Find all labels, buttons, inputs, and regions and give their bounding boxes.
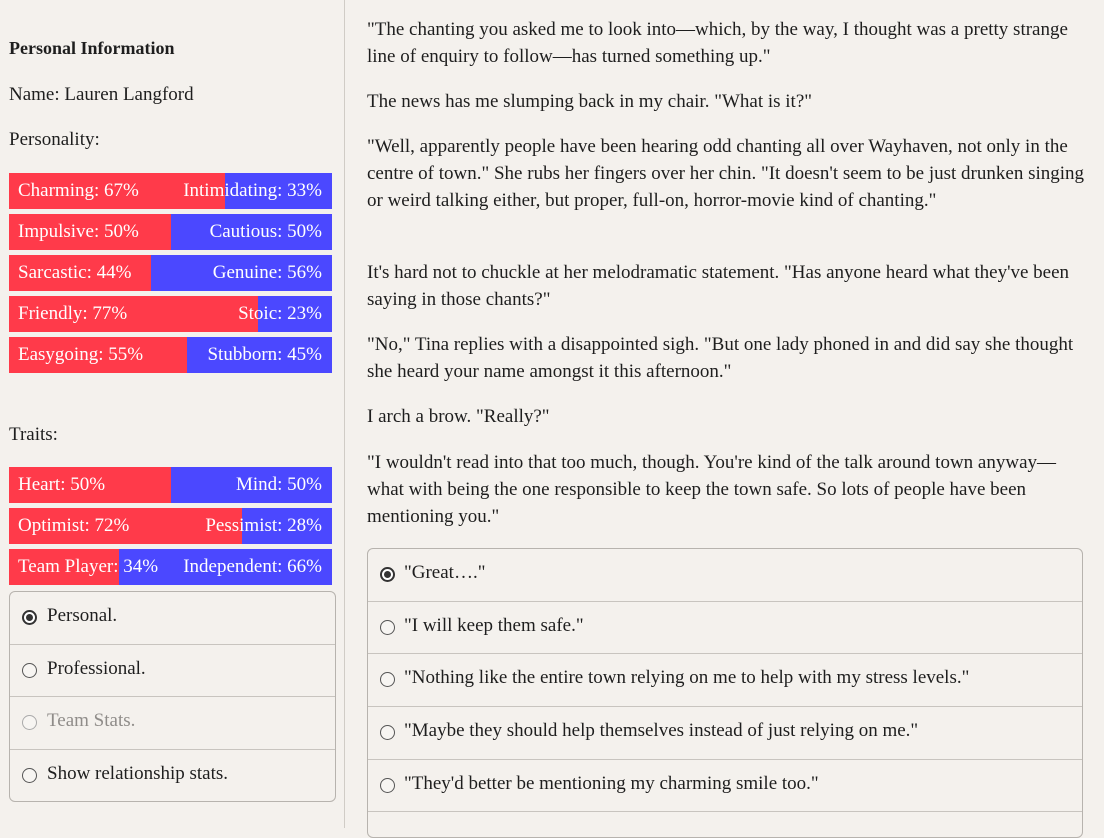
stat-bar-friendly-stoic	[9, 296, 332, 332]
choice-option[interactable]	[368, 654, 1082, 707]
story-paragraph: "The chanting you asked me to look into—which, by the way, I thought was a pretty strange line of enquiry to follow—has turned something up."	[367, 19, 1068, 67]
choice-label: "I will keep them safe."	[404, 614, 584, 636]
stat-left-label: Impulsive: 50%	[18, 221, 139, 242]
stat-bar-sarcastic-genuine	[9, 255, 332, 291]
character-name: Name: Lauren Langford	[9, 84, 194, 105]
stat-left-label: Heart: 50%	[18, 474, 106, 495]
choice-option[interactable]	[368, 707, 1082, 760]
stat-bar-heart-mind	[9, 467, 332, 503]
stat-left-label: Easygoing: 55%	[18, 344, 144, 365]
radio-icon[interactable]	[22, 768, 37, 783]
stat-bar-impulsive-cautious	[9, 214, 332, 250]
story-paragraph: It's hard not to chuckle at her melodramatic statement. "Has anyone heard what they've been saying in those chants?"	[367, 262, 1070, 310]
radio-icon[interactable]	[22, 663, 37, 678]
stat-bar-easygoing-stubborn	[9, 337, 332, 373]
radio-selected-icon[interactable]	[22, 610, 37, 625]
story-paragraph: "I wouldn't read into that too much, though. You're kind of the talk around town anyway—what with being the one responsible to keep the town safe. So lots of people have been mentioning you."	[367, 452, 1057, 527]
menu-option-team-stats	[10, 697, 335, 750]
story-paragraph: "Well, apparently people have been hearing odd chanting all over Wayhaven, not only in the centre of town." She rubs her fingers over her chin. "It doesn't seem to be just drunken singing or weird talking either, but proper, full-on, horror-movie kind of chanting."	[367, 136, 1085, 211]
stat-right-label: Pessimist: 28%	[205, 515, 322, 536]
radio-icon[interactable]	[380, 778, 395, 793]
menu-option-professional[interactable]	[10, 645, 335, 698]
choice-label: "Maybe they should help themselves instead of just relying on me."	[404, 720, 919, 742]
personality-label: Personality:	[9, 129, 100, 150]
traits-label: Traits:	[9, 424, 58, 445]
choice-label: "Great…."	[404, 562, 486, 583]
menu-option-personal[interactable]	[10, 592, 335, 645]
choice-list	[367, 548, 1083, 838]
stat-bar-charming-intimidating	[9, 173, 332, 209]
stat-bar-teamplayer-independent	[9, 549, 332, 585]
choice-label: "Nothing like the entire town relying on me to help with my stress levels."	[404, 667, 970, 689]
stat-bar-optimist-pessimist	[9, 508, 332, 544]
stat-right-label: Intimidating: 33%	[183, 180, 322, 201]
story-paragraph: I arch a brow. "Really?"	[367, 406, 550, 427]
stat-left-label: Team Player: 34%	[18, 556, 159, 577]
radio-icon[interactable]	[380, 672, 395, 687]
stats-menu	[9, 591, 336, 802]
menu-option-label: Show relationship stats.	[47, 762, 229, 784]
menu-option-relationship-stats[interactable]	[10, 750, 335, 803]
choice-option[interactable]	[368, 760, 1082, 813]
stat-right-label: Cautious: 50%	[209, 221, 322, 242]
choice-option[interactable]	[368, 602, 1082, 655]
story-paragraph: "No," Tina replies with a disappointed sigh. "But one lady phoned in and did say she thought she heard your name amongst it this afternoon."	[367, 334, 1074, 382]
menu-option-label: Professional.	[47, 657, 146, 679]
stat-left-label: Sarcastic: 44%	[18, 262, 132, 283]
stat-right-label: Mind: 50%	[235, 474, 322, 495]
stats-sidebar	[0, 0, 345, 828]
stat-left-label: Friendly: 77%	[18, 303, 128, 324]
stat-right-label: Independent: 66%	[183, 556, 322, 577]
menu-option-label: Personal.	[47, 605, 118, 626]
stat-right-label: Genuine: 56%	[212, 262, 322, 283]
stat-left-label: Optimist: 72%	[18, 515, 130, 536]
story-paragraph: The news has me slumping back in my chair. "What is it?"	[367, 91, 813, 112]
choice-label: "They'd better be mentioning my charming smile too."	[404, 772, 819, 794]
radio-icon[interactable]	[380, 620, 395, 635]
stat-left-label: Charming: 67%	[18, 180, 139, 201]
stat-right-label: Stubborn: 45%	[207, 344, 322, 365]
story-panel	[346, 0, 1104, 828]
menu-option-label: Team Stats.	[47, 710, 136, 731]
radio-icon[interactable]	[380, 725, 395, 740]
choice-option-partial[interactable]	[368, 812, 1082, 838]
radio-selected-icon[interactable]	[380, 567, 395, 582]
stat-right-label: Stoic: 23%	[238, 303, 322, 324]
section-title: Personal Information	[9, 38, 175, 58]
radio-disabled-icon	[22, 715, 37, 730]
choice-option[interactable]	[368, 549, 1082, 602]
